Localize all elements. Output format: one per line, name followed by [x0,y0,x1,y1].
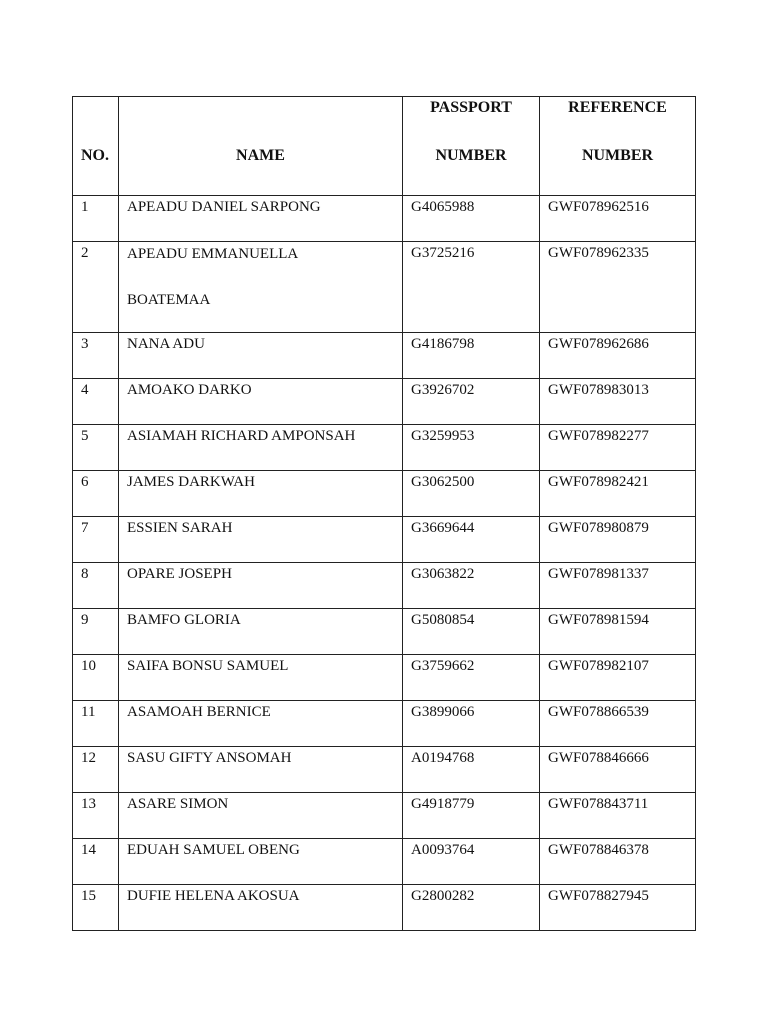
cell-name: BAMFO GLORIA [119,609,403,655]
cell-reference: GWF078866539 [540,701,696,747]
table-row [73,701,696,747]
cell-passport: G4918779 [403,793,540,839]
cell-name: ASAMOAH BERNICE [119,701,403,747]
cell-name: SAIFA BONSU SAMUEL [119,655,403,701]
cell-reference: GWF078981594 [540,609,696,655]
cell-passport: G5080854 [403,609,540,655]
table-row [73,747,696,793]
header-reference-line2: NUMBER [581,147,654,164]
cell-passport: G3926702 [403,379,540,425]
table-row [73,839,696,885]
cell-no: 11 [73,701,119,747]
cell-reference: GWF078846666 [540,747,696,793]
cell-reference: GWF078962335 [540,242,696,333]
cell-reference: GWF078982107 [540,655,696,701]
table-row [73,793,696,839]
header-name: NAME [119,97,403,196]
cell-reference: GWF078827945 [540,885,696,931]
table-row [73,517,696,563]
cell-no: 5 [73,425,119,471]
table-body [73,196,696,931]
header-passport-line1: PASSPORT [430,99,512,116]
cell-passport: G3669644 [403,517,540,563]
cell-no: 12 [73,747,119,793]
cell-name: NANA ADU [119,333,403,379]
table-row [73,609,696,655]
cell-passport: G3899066 [403,701,540,747]
cell-reference: GWF078980879 [540,517,696,563]
cell-name: APEADU EMMANUELLA BOATEMAA [119,242,403,333]
table-row [73,885,696,931]
cell-reference: GWF078962516 [540,196,696,242]
cell-reference: GWF078962686 [540,333,696,379]
cell-no: 3 [73,333,119,379]
cell-reference: GWF078846378 [540,839,696,885]
cell-passport: A0194768 [403,747,540,793]
header-reference-line1: REFERENCE [568,99,667,116]
cell-name: OPARE JOSEPH [119,563,403,609]
cell-name: DUFIE HELENA AKOSUA [119,885,403,931]
table-row [73,655,696,701]
cell-passport: A0093764 [403,839,540,885]
cell-no: 13 [73,793,119,839]
passport-roster-table [72,96,696,931]
cell-no: 9 [73,609,119,655]
cell-reference: GWF078981337 [540,563,696,609]
table-header-row [73,97,696,196]
cell-name: ESSIEN SARAH [119,517,403,563]
cell-name: AMOAKO DARKO [119,379,403,425]
cell-no: 7 [73,517,119,563]
cell-passport: G3062500 [403,471,540,517]
table-row [73,563,696,609]
cell-reference: GWF078983013 [540,379,696,425]
cell-no: 4 [73,379,119,425]
cell-reference: GWF078982421 [540,471,696,517]
cell-name: SASU GIFTY ANSOMAH [119,747,403,793]
cell-no: 6 [73,471,119,517]
table-row [73,471,696,517]
cell-no: 8 [73,563,119,609]
cell-no: 15 [73,885,119,931]
table-row [73,379,696,425]
cell-reference: GWF078843711 [540,793,696,839]
cell-no: 2 [73,242,119,333]
table-row [73,242,696,333]
cell-passport: G4186798 [403,333,540,379]
cell-name: JAMES DARKWAH [119,471,403,517]
header-no: NO. [73,97,119,196]
cell-passport: G3725216 [403,242,540,333]
cell-reference: GWF078982277 [540,425,696,471]
header-reference-number [540,97,696,196]
cell-name: APEADU DANIEL SARPONG [119,196,403,242]
cell-passport: G3063822 [403,563,540,609]
table-row [73,425,696,471]
cell-name: EDUAH SAMUEL OBENG [119,839,403,885]
cell-passport: G3259953 [403,425,540,471]
cell-no: 1 [73,196,119,242]
cell-passport: G4065988 [403,196,540,242]
cell-name: ASARE SIMON [119,793,403,839]
header-passport-line2: NUMBER [435,147,507,164]
cell-passport: G2800282 [403,885,540,931]
cell-passport: G3759662 [403,655,540,701]
cell-name: ASIAMAH RICHARD AMPONSAH [119,425,403,471]
header-passport-number [403,97,540,196]
table-row [73,333,696,379]
cell-no: 10 [73,655,119,701]
cell-no: 14 [73,839,119,885]
